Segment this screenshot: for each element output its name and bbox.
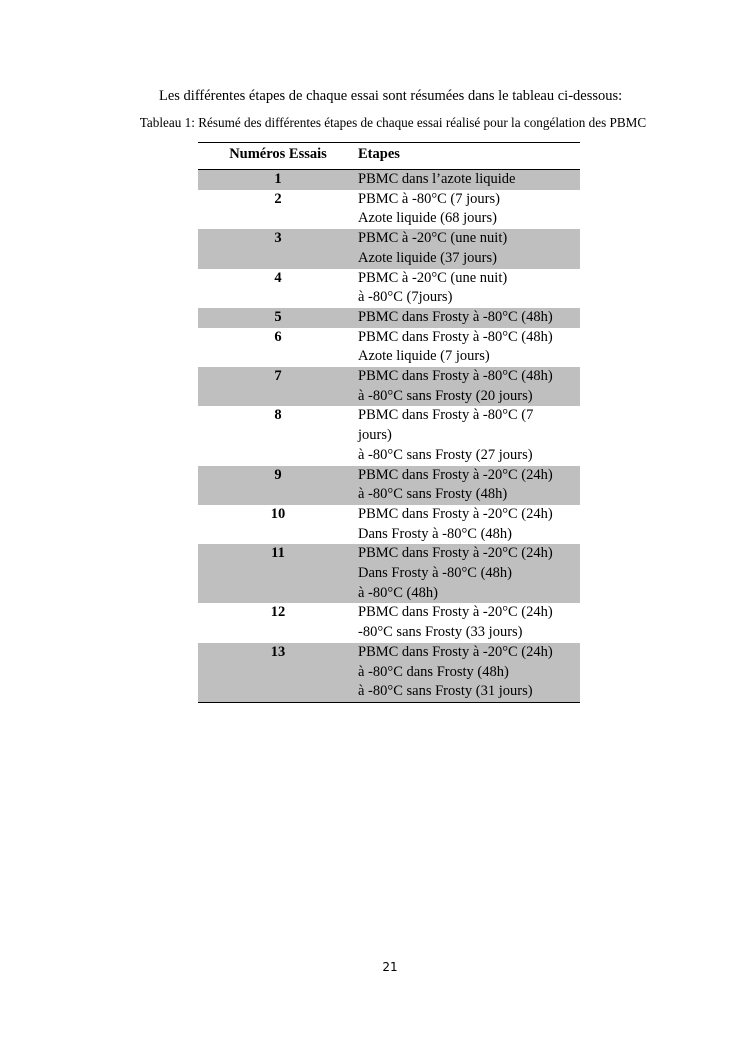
table-header xyxy=(198,143,580,170)
header-numeros-essais: Numéros Essais xyxy=(229,146,327,162)
header-etapes: Etapes xyxy=(358,146,400,162)
trial-number: 10 xyxy=(270,505,286,522)
trial-steps xyxy=(358,308,580,328)
trial-number: 4 xyxy=(274,269,282,286)
table-row xyxy=(198,328,580,367)
trial-steps xyxy=(358,190,580,229)
table-row xyxy=(198,603,580,642)
step-line: à -80°C dans Frosty (48h) xyxy=(358,663,509,680)
trial-number: 6 xyxy=(274,328,282,345)
trial-steps xyxy=(358,466,580,505)
table-row xyxy=(198,367,580,406)
trial-steps xyxy=(358,367,580,406)
trial-steps xyxy=(358,406,580,465)
trial-steps xyxy=(358,603,580,642)
step-line: PBMC à -20°C (une nuit) xyxy=(358,230,508,247)
step-line: PBMC dans Frosty à -20°C (24h) xyxy=(358,545,553,562)
step-line: PBMC dans Frosty à -20°C (24h) xyxy=(358,604,553,621)
table-row xyxy=(198,170,580,190)
step-line: PBMC dans Frosty à -20°C (24h) xyxy=(358,505,553,522)
trial-steps xyxy=(358,170,580,190)
trial-number: 9 xyxy=(274,466,282,483)
step-line: PBMC dans l’azote liquide xyxy=(358,171,516,187)
step-line: PBMC dans Frosty à -80°C (48h) xyxy=(358,328,553,345)
step-line: PBMC dans Frosty à -20°C (24h) xyxy=(358,466,553,483)
trial-steps xyxy=(358,643,580,702)
trial-number: 7 xyxy=(274,368,282,385)
trial-steps xyxy=(358,269,580,308)
step-line: à -80°C sans Frosty (48h) xyxy=(358,486,508,503)
step-line: à -80°C sans Frosty (31 jours) xyxy=(358,683,533,700)
trial-number: 11 xyxy=(271,545,285,562)
table-body xyxy=(198,170,580,702)
table-row xyxy=(198,308,580,328)
table-row xyxy=(198,466,580,505)
table-row xyxy=(198,190,580,229)
trial-number: 13 xyxy=(270,643,286,660)
step-line: Dans Frosty à -80°C (48h) xyxy=(358,565,513,582)
trial-steps xyxy=(358,544,580,603)
table-row xyxy=(198,505,580,544)
trial-number: 1 xyxy=(274,171,282,187)
trial-number: 12 xyxy=(270,604,286,621)
step-line: PBMC dans Frosty à -80°C (48h) xyxy=(358,308,553,325)
table-row xyxy=(198,643,580,702)
step-line: PBMC dans Frosty à -20°C (24h) xyxy=(358,643,553,660)
step-line: à -80°C (7jours) xyxy=(358,289,453,306)
step-line: à -80°C (48h) xyxy=(358,584,438,601)
trial-number: 5 xyxy=(274,308,282,325)
trial-number: 3 xyxy=(274,230,282,247)
table-row xyxy=(198,229,580,268)
step-line: à -80°C sans Frosty (20 jours) xyxy=(358,387,533,404)
step-line: -80°C sans Frosty (33 jours) xyxy=(358,624,523,641)
trial-steps xyxy=(358,505,580,544)
table-caption: Tableau 1: Résumé des différentes étapes de chaque essai réalisé pour la congélation des PBMC xyxy=(139,115,647,130)
steps-table xyxy=(198,142,580,703)
step-line: Dans Frosty à -80°C (48h) xyxy=(358,525,513,542)
trial-number: 2 xyxy=(274,190,282,207)
trial-steps xyxy=(358,328,580,367)
step-line: PBMC à -20°C (une nuit) xyxy=(358,269,508,286)
trial-number: 8 xyxy=(274,407,282,424)
table-row xyxy=(198,406,580,465)
step-line: jours) xyxy=(358,427,392,444)
trial-steps xyxy=(358,229,580,268)
intro-paragraph: Les différentes étapes de chaque essai sont résumées dans le tableau ci-dessous: xyxy=(159,88,623,104)
step-line: PBMC dans Frosty à -80°C (48h) xyxy=(358,368,553,385)
table-row xyxy=(198,544,580,603)
step-line: Azote liquide (68 jours) xyxy=(358,210,497,227)
step-line: Azote liquide (7 jours) xyxy=(358,348,490,365)
table-row xyxy=(198,269,580,308)
step-line: PBMC dans Frosty à -80°C (7 xyxy=(358,407,534,424)
step-line: PBMC à -80°C (7 jours) xyxy=(358,190,500,207)
page-number: 21 xyxy=(382,960,398,974)
step-line: Azote liquide (37 jours) xyxy=(358,249,497,266)
step-line: à -80°C sans Frosty (27 jours) xyxy=(358,446,533,463)
